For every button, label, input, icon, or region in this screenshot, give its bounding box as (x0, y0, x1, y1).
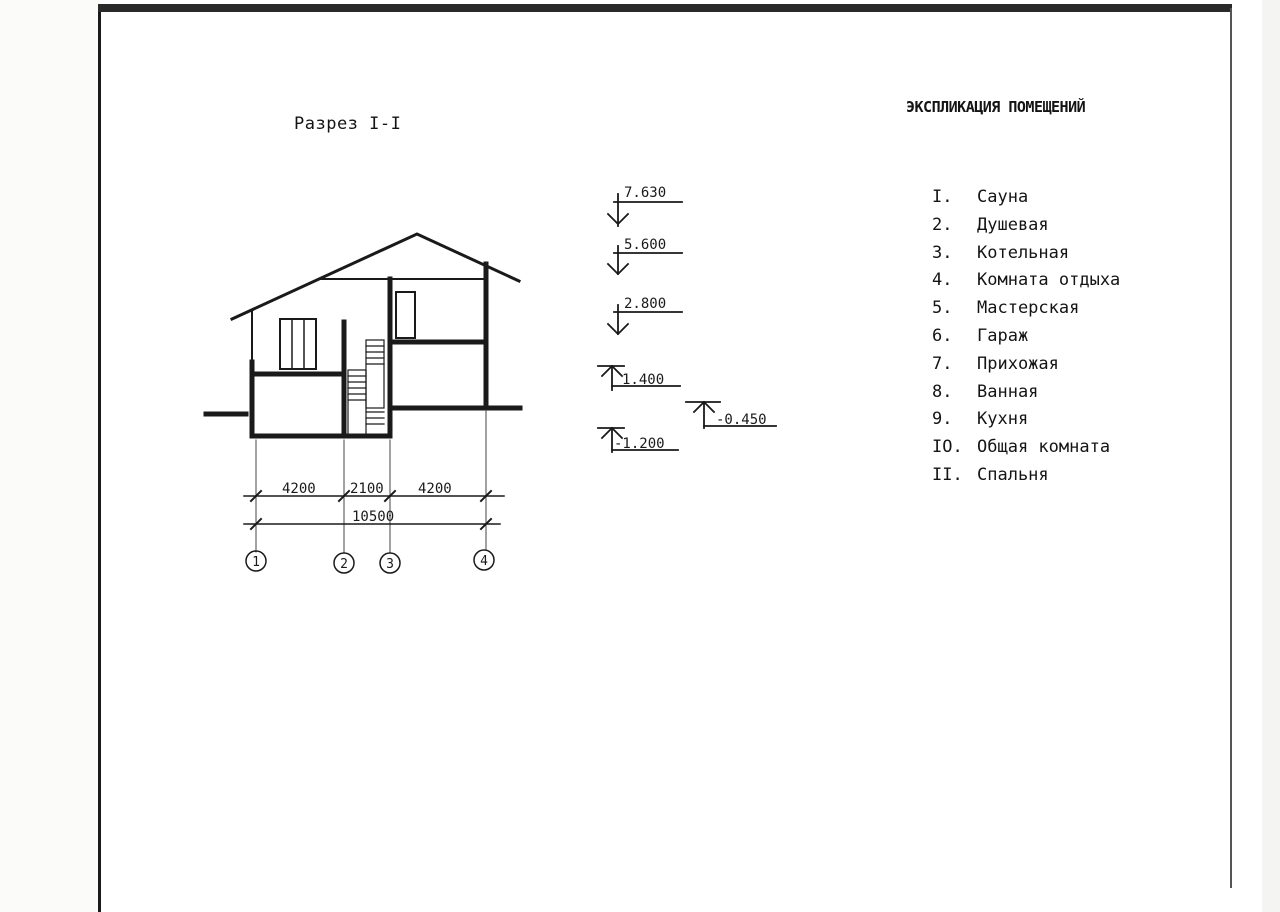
legend-item-label: Комната отдыха (977, 270, 1121, 291)
legend-item-label: Котельная (977, 242, 1070, 263)
legend-item-label: Прихожая (977, 353, 1059, 374)
legend-title: ЭКСПЛИКАЦИЯ ПОМЕЩЕНИЙ (906, 98, 1086, 116)
stair (348, 340, 384, 436)
legend-item-number: 7. (932, 353, 953, 374)
legend-item-number: 6. (932, 325, 953, 346)
door-upper (396, 292, 415, 338)
dimension-total: 10500 (352, 509, 395, 525)
section-title: Разрез I-I (294, 114, 402, 134)
legend-item-number: 8. (932, 381, 953, 402)
dimension-span-2: 2100 (350, 481, 384, 497)
legend-item-number: 2. (932, 214, 953, 235)
legend-item-label: Кухня (977, 409, 1029, 430)
legend-item-label: Общая комната (977, 437, 1111, 458)
axis-label-4: 4 (480, 554, 488, 569)
legend-item-label: Гараж (977, 325, 1029, 346)
legend-item-number: 3. (932, 242, 953, 263)
legend-item-number: 5. (932, 298, 953, 319)
level-label-second-floor: 2.800 (624, 296, 667, 312)
axis-label-1: 1 (252, 555, 260, 570)
legend-item-number: IO. (932, 437, 963, 458)
dimension-span-1: 4200 (282, 481, 316, 497)
legend-item-number: I. (932, 187, 953, 207)
level-label-ground: -0.450 (716, 412, 767, 428)
roof-outline (232, 234, 519, 319)
legend-item-number: 9. (932, 409, 953, 430)
level-label-ridge: 7.630 (624, 185, 667, 201)
axis-label-2: 2 (340, 557, 348, 572)
legend-item-number: 4. (932, 270, 953, 291)
legend-item-label: Ванная (977, 381, 1039, 402)
level-label-first-floor: 1.400 (622, 372, 665, 388)
legend-item-label: Душевая (977, 214, 1049, 235)
axis-label-3: 3 (386, 557, 394, 572)
legend-item-label: Сауна (977, 187, 1029, 207)
level-label-foundation: -1.200 (614, 436, 665, 452)
window-left (280, 319, 316, 369)
level-label-eave: 5.600 (624, 237, 667, 253)
legend-item-label: Спальня (977, 464, 1049, 485)
legend-item-number: II. (932, 464, 963, 485)
legend-item-label: Мастерская (977, 298, 1080, 319)
dimension-span-3: 4200 (418, 481, 452, 497)
